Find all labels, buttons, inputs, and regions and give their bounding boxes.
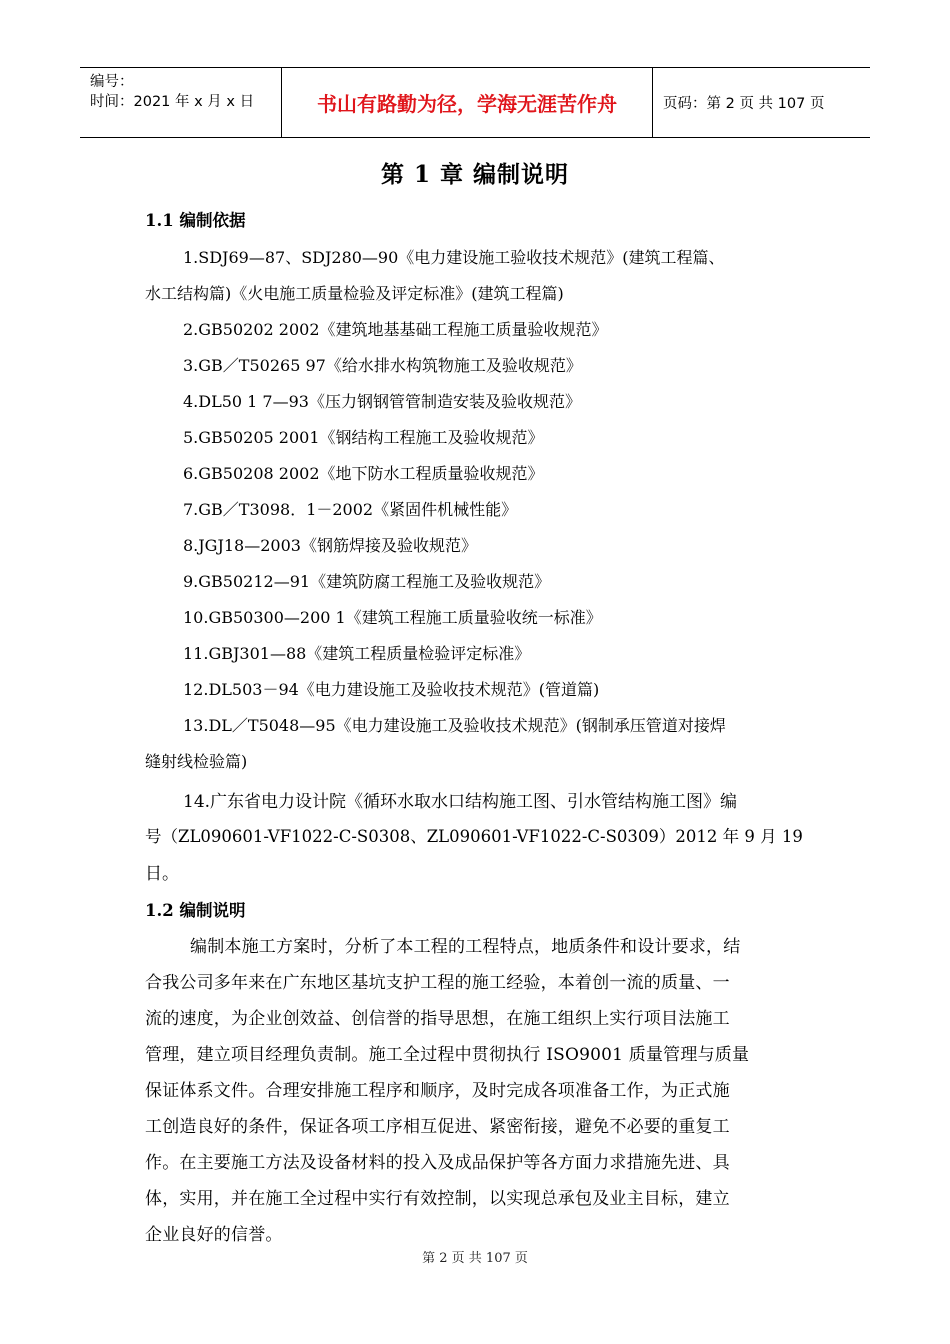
paragraph-line: 体，实用，并在施工全过程中实行有效控制，以实现总承包及业主目标，建立 xyxy=(145,1189,730,1209)
reference-line: 6.GB50208 2002《地下防水工程质量验收规范》 xyxy=(183,464,544,483)
paragraph-line: 流的速度，为企业创效益、创信誉的指导思想，在施工组织上实行项目法施工 xyxy=(145,1009,730,1029)
paragraph-line: 保证体系文件。合理安排施工程序和顺序，及时完成各项准备工作，为正式施 xyxy=(145,1081,730,1101)
paragraph-line: 作。在主要施工方法及设备材料的投入及成品保护等各方面力求措施先进、具 xyxy=(145,1153,730,1173)
paragraph-line: 编制本施工方案时，分析了本工程的工程特点，地质条件和设计要求，结 xyxy=(190,937,741,957)
reference-line: 10.GB50300—200 1《建筑工程施工质量验收统一标准》 xyxy=(183,608,602,627)
chapter-title: 第 1 章 编制说明 xyxy=(380,161,570,188)
reference-line: 9.GB50212—91《建筑防腐工程施工及验收规范》 xyxy=(183,572,551,591)
section-heading-1-1: 1.1 编制依据 xyxy=(145,211,246,230)
reference-line: 日。 xyxy=(145,864,179,884)
paragraph-line: 工创造良好的条件，保证各项工序相互促进、紧密衔接，避免不必要的重复工 xyxy=(145,1117,730,1137)
page-footer: 第 2 页 共 107 页 xyxy=(422,1251,528,1266)
header-meta xyxy=(80,68,281,137)
reference-line: 12.DL503－94《电力建设施工及验收技术规范》(管道篇) xyxy=(183,680,600,699)
reference-line: 5.GB50205 2001《钢结构工程施工及验收规范》 xyxy=(183,428,544,447)
reference-line: 14.广东省电力设计院《循环水取水口结构施工图、引水管结构施工图》编 xyxy=(183,792,738,812)
reference-line: 4.DL50 1 7—93《压力钢钢管管制造安装及验收规范》 xyxy=(183,392,581,411)
doc-number-label: 编号： xyxy=(90,74,134,90)
reference-line: 8.JGJ18—2003《钢筋焊接及验收规范》 xyxy=(183,536,477,555)
paragraph-line: 管理，建立项目经理负责制。施工全过程中贯彻执行 ISO9001 质量管理与质量 xyxy=(145,1045,750,1065)
header-page-info: 页码：第 2 页 共 107 页 xyxy=(663,96,825,112)
paragraph-line: 合我公司多年来在广东地区基坑支护工程的施工经验，本着创一流的质量、一 xyxy=(145,973,730,993)
time-label: 时间：2021 年 x 月 x 日 xyxy=(90,94,255,110)
paragraph-line: 企业良好的信誉。 xyxy=(145,1225,283,1245)
reference-line: 3.GB／T50265 97《给水排水构筑物施工及验收规范》 xyxy=(183,356,582,375)
reference-line: 2.GB50202 2002《建筑地基基础工程施工质量验收规范》 xyxy=(183,320,608,339)
reference-line: 水工结构篇)《火电施工质量检验及评定标准》(建筑工程篇) xyxy=(145,284,564,303)
page-header xyxy=(80,67,870,138)
section-heading-1-2: 1.2 编制说明 xyxy=(145,901,246,920)
reference-line: 11.GBJ301—88《建筑工程质量检验评定标准》 xyxy=(183,644,531,663)
header-motto: 书山有路勤为径，学海无涯苦作舟 xyxy=(281,68,653,137)
reference-line: 号（ZL090601-VF1022-C-S0308、ZL090601-VF1022-C-S0309）2012 年 9 月 19 xyxy=(145,827,803,846)
reference-line: 1.SDJ69—87、SDJ280—90《电力建设施工验收技术规范》(建筑工程篇、 xyxy=(183,248,725,267)
reference-line: 13.DL／T5048—95《电力建设施工及验收技术规范》(钢制承压管道对接焊 xyxy=(183,716,726,735)
reference-line: 缝射线检验篇) xyxy=(145,752,248,771)
reference-line: 7.GB／T3098．1－2002《紧固件机械性能》 xyxy=(183,500,518,519)
